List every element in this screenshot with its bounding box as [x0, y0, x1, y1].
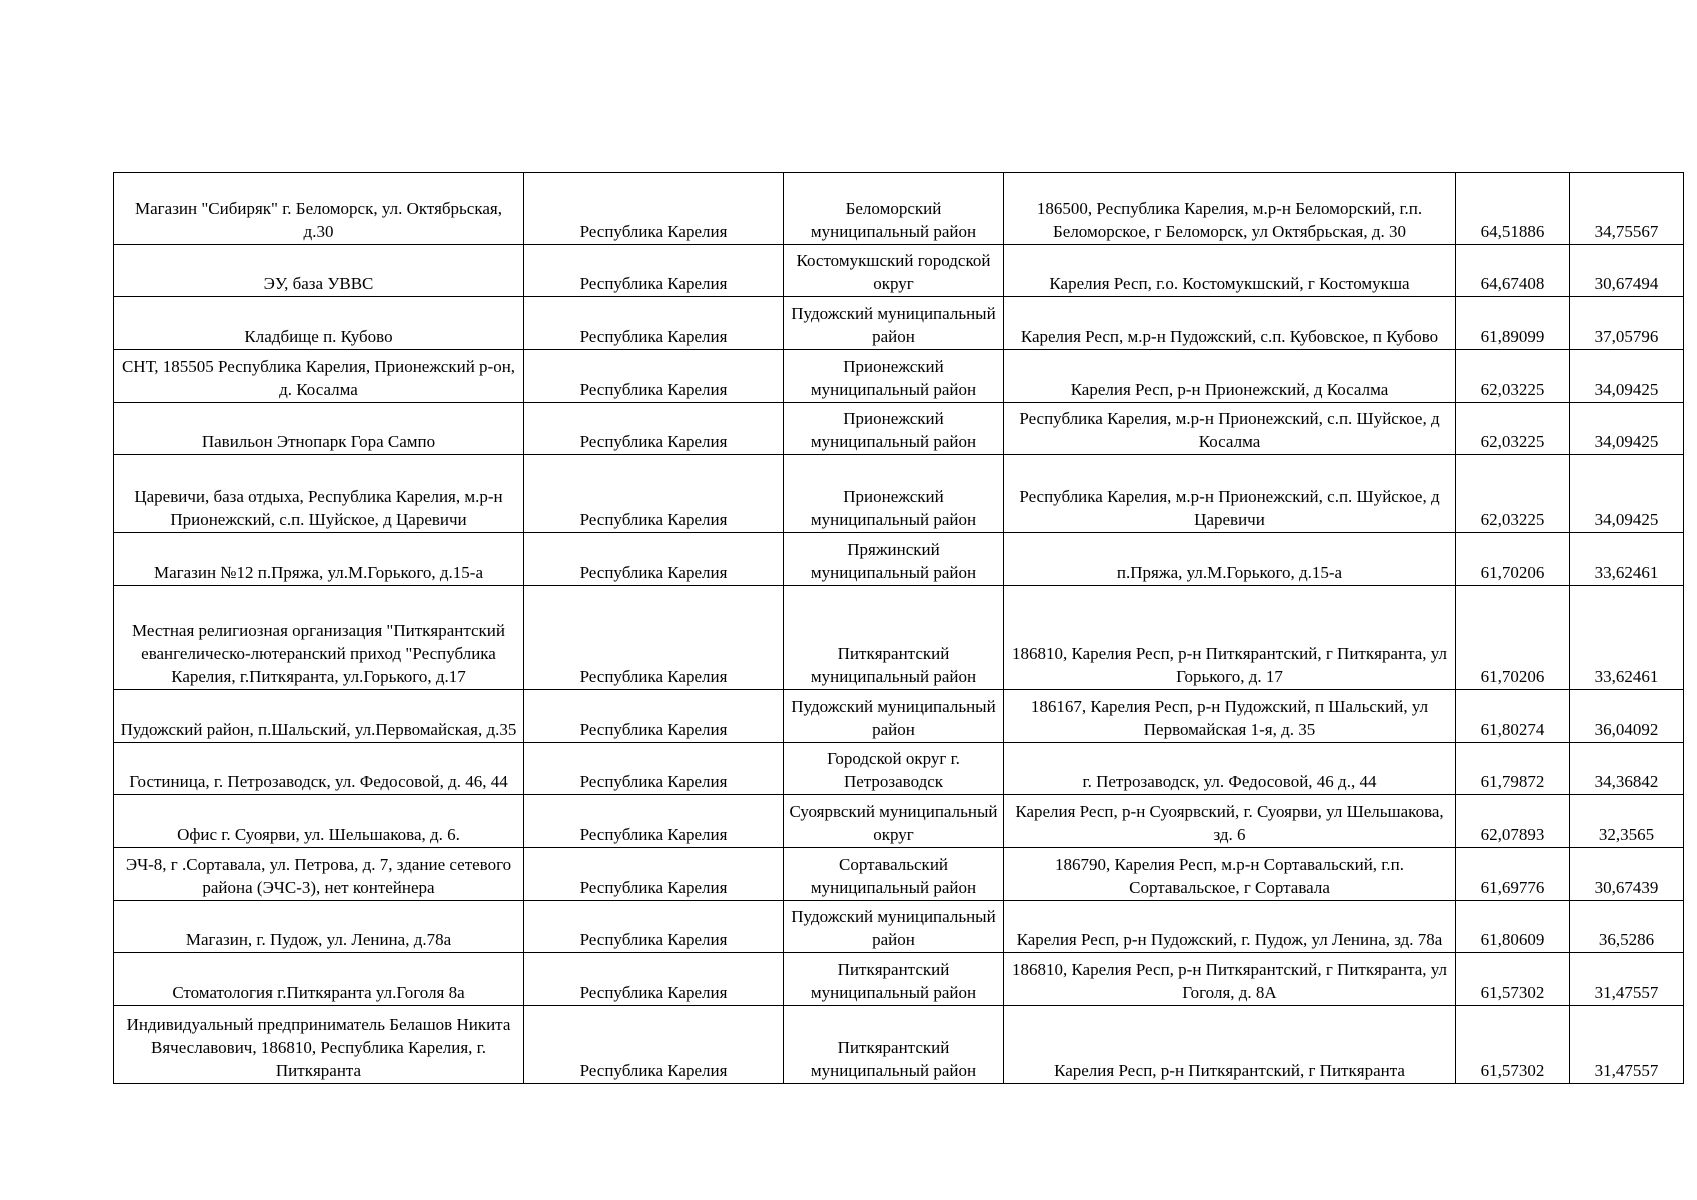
- table-row: [114, 455, 1684, 533]
- address-cell: 186790, Карелия Респ, м.р-н Сортавальский, г.п. Сортавальское, г Сортавала: [1004, 848, 1456, 901]
- table-row: [114, 743, 1684, 795]
- region-cell: Республика Карелия: [524, 297, 784, 350]
- municipality-cell: Городской округ г. Петрозаводск: [784, 743, 1004, 795]
- municipality-cell: Костомукшский городской округ: [784, 245, 1004, 297]
- address-cell: п.Пряжа, ул.М.Горького, д.15-а: [1004, 533, 1456, 586]
- address-cell: 186167, Карелия Респ, р-н Пудожский, п Шальский, ул Первомайская 1-я, д. 35: [1004, 690, 1456, 743]
- latitude-cell: 61,70206: [1456, 586, 1570, 690]
- object-name-cell: Магазин "Сибиряк" г. Беломорск, ул. Октябрьская, д.30: [114, 173, 524, 245]
- longitude-cell: 34,75567: [1570, 173, 1684, 245]
- longitude-cell: 31,47557: [1570, 953, 1684, 1006]
- object-name-cell: Офис г. Суоярви, ул. Шельшакова, д. 6.: [114, 795, 524, 848]
- locations-table: [113, 172, 1684, 1084]
- municipality-cell: Питкярантский муниципальный район: [784, 586, 1004, 690]
- latitude-cell: 61,69776: [1456, 848, 1570, 901]
- municipality-cell: Пряжинский муниципальный район: [784, 533, 1004, 586]
- latitude-cell: 61,70206: [1456, 533, 1570, 586]
- municipality-cell: Питкярантский муниципальный район: [784, 1006, 1004, 1084]
- longitude-cell: 33,62461: [1570, 533, 1684, 586]
- table-row: [114, 245, 1684, 297]
- document-page: [113, 172, 1684, 1084]
- latitude-cell: 61,79872: [1456, 743, 1570, 795]
- object-name-cell: СНТ, 185505 Республика Карелия, Прионежский р-он, д. Косалма: [114, 350, 524, 403]
- municipality-cell: Питкярантский муниципальный район: [784, 953, 1004, 1006]
- municipality-cell: Прионежский муниципальный район: [784, 403, 1004, 455]
- latitude-cell: 62,03225: [1456, 350, 1570, 403]
- object-name-cell: Местная религиозная организация "Питкярантский евангелическо-лютеранский приход "Республика Карелия, г.Питкяранта, ул.Горького, д.17: [114, 586, 524, 690]
- region-cell: Республика Карелия: [524, 795, 784, 848]
- object-name-cell: Павильон Этнопарк Гора Сампо: [114, 403, 524, 455]
- address-cell: 186810, Карелия Респ, р-н Питкярантский, г Питкяранта, ул Гоголя, д. 8А: [1004, 953, 1456, 1006]
- latitude-cell: 62,07893: [1456, 795, 1570, 848]
- municipality-cell: Пудожский муниципальный район: [784, 297, 1004, 350]
- table-row: [114, 1006, 1684, 1084]
- object-name-cell: Индивидуальный предприниматель Белашов Никита Вячеславович, 186810, Республика Карелия, г. Питкяранта: [114, 1006, 524, 1084]
- region-cell: Республика Карелия: [524, 455, 784, 533]
- longitude-cell: 34,09425: [1570, 350, 1684, 403]
- longitude-cell: 34,09425: [1570, 403, 1684, 455]
- region-cell: Республика Карелия: [524, 690, 784, 743]
- longitude-cell: 32,3565: [1570, 795, 1684, 848]
- latitude-cell: 61,80274: [1456, 690, 1570, 743]
- municipality-cell: Прионежский муниципальный район: [784, 455, 1004, 533]
- object-name-cell: ЭУ, база УВВС: [114, 245, 524, 297]
- table-row: [114, 690, 1684, 743]
- region-cell: Республика Карелия: [524, 350, 784, 403]
- municipality-cell: Сортавальский муниципальный район: [784, 848, 1004, 901]
- address-cell: 186810, Карелия Респ, р-н Питкярантский, г Питкяранта, ул Горького, д. 17: [1004, 586, 1456, 690]
- region-cell: Республика Карелия: [524, 533, 784, 586]
- longitude-cell: 33,62461: [1570, 586, 1684, 690]
- latitude-cell: 61,89099: [1456, 297, 1570, 350]
- longitude-cell: 30,67494: [1570, 245, 1684, 297]
- address-cell: Республика Карелия, м.р-н Прионежский, с.п. Шуйское, д Царевичи: [1004, 455, 1456, 533]
- region-cell: Республика Карелия: [524, 901, 784, 953]
- object-name-cell: Магазин, г. Пудож, ул. Ленина, д.78а: [114, 901, 524, 953]
- municipality-cell: Прионежский муниципальный район: [784, 350, 1004, 403]
- region-cell: Республика Карелия: [524, 953, 784, 1006]
- latitude-cell: 61,57302: [1456, 1006, 1570, 1084]
- address-cell: 186500, Республика Карелия, м.р-н Беломорский, г.п. Беломорское, г Беломорск, ул Октябрьская, д. 30: [1004, 173, 1456, 245]
- region-cell: Республика Карелия: [524, 586, 784, 690]
- object-name-cell: Гостиница, г. Петрозаводск, ул. Федосовой, д. 46, 44: [114, 743, 524, 795]
- municipality-cell: Пудожский муниципальный район: [784, 690, 1004, 743]
- table-row: [114, 901, 1684, 953]
- longitude-cell: 36,5286: [1570, 901, 1684, 953]
- longitude-cell: 30,67439: [1570, 848, 1684, 901]
- municipality-cell: Пудожский муниципальный район: [784, 901, 1004, 953]
- table-row: [114, 953, 1684, 1006]
- table-row: [114, 795, 1684, 848]
- municipality-cell: Суоярвский муниципальный округ: [784, 795, 1004, 848]
- latitude-cell: 62,03225: [1456, 403, 1570, 455]
- table-row: [114, 848, 1684, 901]
- longitude-cell: 37,05796: [1570, 297, 1684, 350]
- latitude-cell: 61,57302: [1456, 953, 1570, 1006]
- address-cell: Карелия Респ, р-н Прионежский, д Косалма: [1004, 350, 1456, 403]
- latitude-cell: 62,03225: [1456, 455, 1570, 533]
- address-cell: Карелия Респ, р-н Суоярвский, г. Суоярви, ул Шельшакова, зд. 6: [1004, 795, 1456, 848]
- address-cell: Карелия Респ, г.о. Костомукшский, г Костомукша: [1004, 245, 1456, 297]
- longitude-cell: 31,47557: [1570, 1006, 1684, 1084]
- table-row: [114, 403, 1684, 455]
- latitude-cell: 61,80609: [1456, 901, 1570, 953]
- municipality-cell: Беломорский муниципальный район: [784, 173, 1004, 245]
- object-name-cell: ЭЧ-8, г .Сортавала, ул. Петрова, д. 7, здание сетевого района (ЭЧС-3), нет контейнера: [114, 848, 524, 901]
- region-cell: Республика Карелия: [524, 403, 784, 455]
- address-cell: Республика Карелия, м.р-н Прионежский, с.п. Шуйское, д Косалма: [1004, 403, 1456, 455]
- latitude-cell: 64,67408: [1456, 245, 1570, 297]
- region-cell: Республика Карелия: [524, 743, 784, 795]
- object-name-cell: Стоматология г.Питкяранта ул.Гоголя 8а: [114, 953, 524, 1006]
- address-cell: г. Петрозаводск, ул. Федосовой, 46 д., 44: [1004, 743, 1456, 795]
- table-row: [114, 533, 1684, 586]
- table-row: [114, 297, 1684, 350]
- longitude-cell: 34,09425: [1570, 455, 1684, 533]
- object-name-cell: Пудожский район, п.Шальский, ул.Первомайская, д.35: [114, 690, 524, 743]
- object-name-cell: Царевичи, база отдыха, Республика Карелия, м.р-н Прионежский, с.п. Шуйское, д Царевичи: [114, 455, 524, 533]
- address-cell: Карелия Респ, р-н Пудожский, г. Пудож, ул Ленина, зд. 78а: [1004, 901, 1456, 953]
- region-cell: Республика Карелия: [524, 1006, 784, 1084]
- longitude-cell: 36,04092: [1570, 690, 1684, 743]
- region-cell: Республика Карелия: [524, 848, 784, 901]
- region-cell: Республика Карелия: [524, 245, 784, 297]
- address-cell: Карелия Респ, р-н Питкярантский, г Питкяранта: [1004, 1006, 1456, 1084]
- table-row: [114, 586, 1684, 690]
- address-cell: Карелия Респ, м.р-н Пудожский, с.п. Кубовское, п Кубово: [1004, 297, 1456, 350]
- object-name-cell: Кладбище п. Кубово: [114, 297, 524, 350]
- object-name-cell: Магазин №12 п.Пряжа, ул.М.Горького, д.15-а: [114, 533, 524, 586]
- table-row: [114, 350, 1684, 403]
- latitude-cell: 64,51886: [1456, 173, 1570, 245]
- table-row: [114, 173, 1684, 245]
- longitude-cell: 34,36842: [1570, 743, 1684, 795]
- region-cell: Республика Карелия: [524, 173, 784, 245]
